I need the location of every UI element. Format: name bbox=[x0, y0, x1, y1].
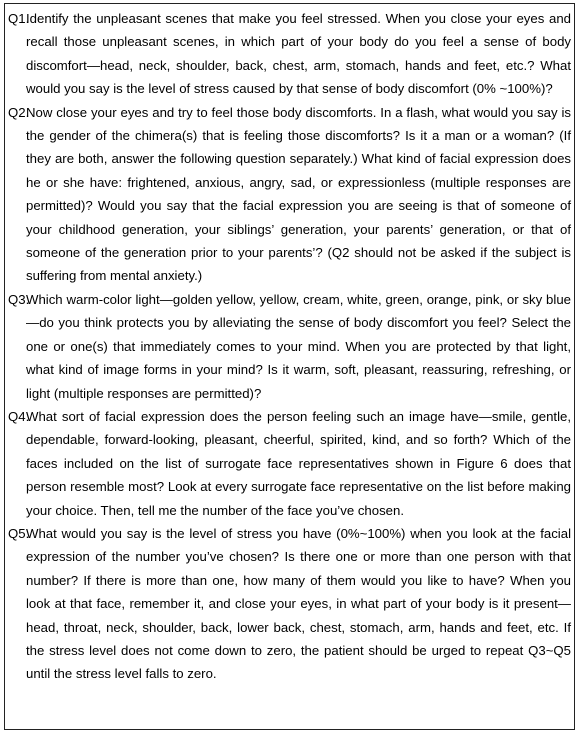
question-text: Now close your eyes and try to feel those body discomforts. In a flash, what would you say is the gender of the chimera(s) that is feeling those discomforts? Is it a man or a woman? (If they are both, answer the following question separately.) What kind of facial expression does he or she have: frightened, anxious, angry, sad, or expressionless (multiple responses are permitted)? Would you say that the facial expression you are seeing is that of someone of your childhood generation, your siblings’ generation, your parents’ generation, or that of someone of the generation prior to your parents’? (Q2 should not be asked if the subject is suffering from mental anxiety.) bbox=[26, 104, 571, 284]
question-text: What sort of facial expression does the person feeling such an image have—smile, gentle, dependable, forward-looking, pleasant, cheerful, spirited, kind, and so forth? Which of the faces included on the list of surrogate face representatives shown in Figure 6 does that person resemble most? Look at every surrogate face representative on the list before making your choice. Then, tell me the number of the face you’ve chosen. bbox=[26, 408, 571, 518]
question-number: Q1. bbox=[8, 11, 30, 26]
question-2 bbox=[8, 101, 571, 288]
question-text: Which warm-color light—golden yellow, yellow, cream, white, green, orange, pink, or sky blue—do you think protects you by alleviating the sense of body discomfort you feel? Select the one or one(s) that immediately comes to your mind. When you are protected by that light, what kind of image forms in your mind? Is it warm, soft, pleasant, reassuring, refreshing, or light (multiple responses are permitted)? bbox=[26, 291, 571, 401]
question-4 bbox=[8, 405, 571, 522]
question-number: Q2. bbox=[8, 104, 30, 120]
question-text: Identify the unpleasant scenes that make you feel stressed. When you close your eyes and recall those unpleasant scenes, in which part of your body do you feel a sense of body discomfort—head, neck, shoulder, back, chest, arm, stomach, hands and feet, etc.? What would you say is the level of stress caused by that sense of body discomfort (0% ~100%)? bbox=[26, 11, 571, 97]
question-number: Q5. bbox=[8, 525, 30, 541]
question-number: Q3. bbox=[8, 291, 30, 307]
question-text: What would you say is the level of stress you have (0%~100%) when you look at the facial expression of the number you’ve chosen? Is there one or more than one person with that number? If there is more than one, how many of them would you like to have? When you look at that face, remember it, and close your eyes, in what part of your body is it present—head, throat, neck, shoulder, back, lower back, chest, stomach, arm, hands and feet, etc. If the stress level does not come down to zero, the patient should be urged to repeat Q3~Q5 until the stress level falls to zero. bbox=[26, 525, 571, 682]
question-number: Q4. bbox=[8, 408, 30, 424]
question-5 bbox=[8, 522, 571, 686]
question-3 bbox=[8, 288, 571, 405]
question-1 bbox=[8, 7, 571, 101]
questionnaire-box bbox=[4, 3, 575, 730]
